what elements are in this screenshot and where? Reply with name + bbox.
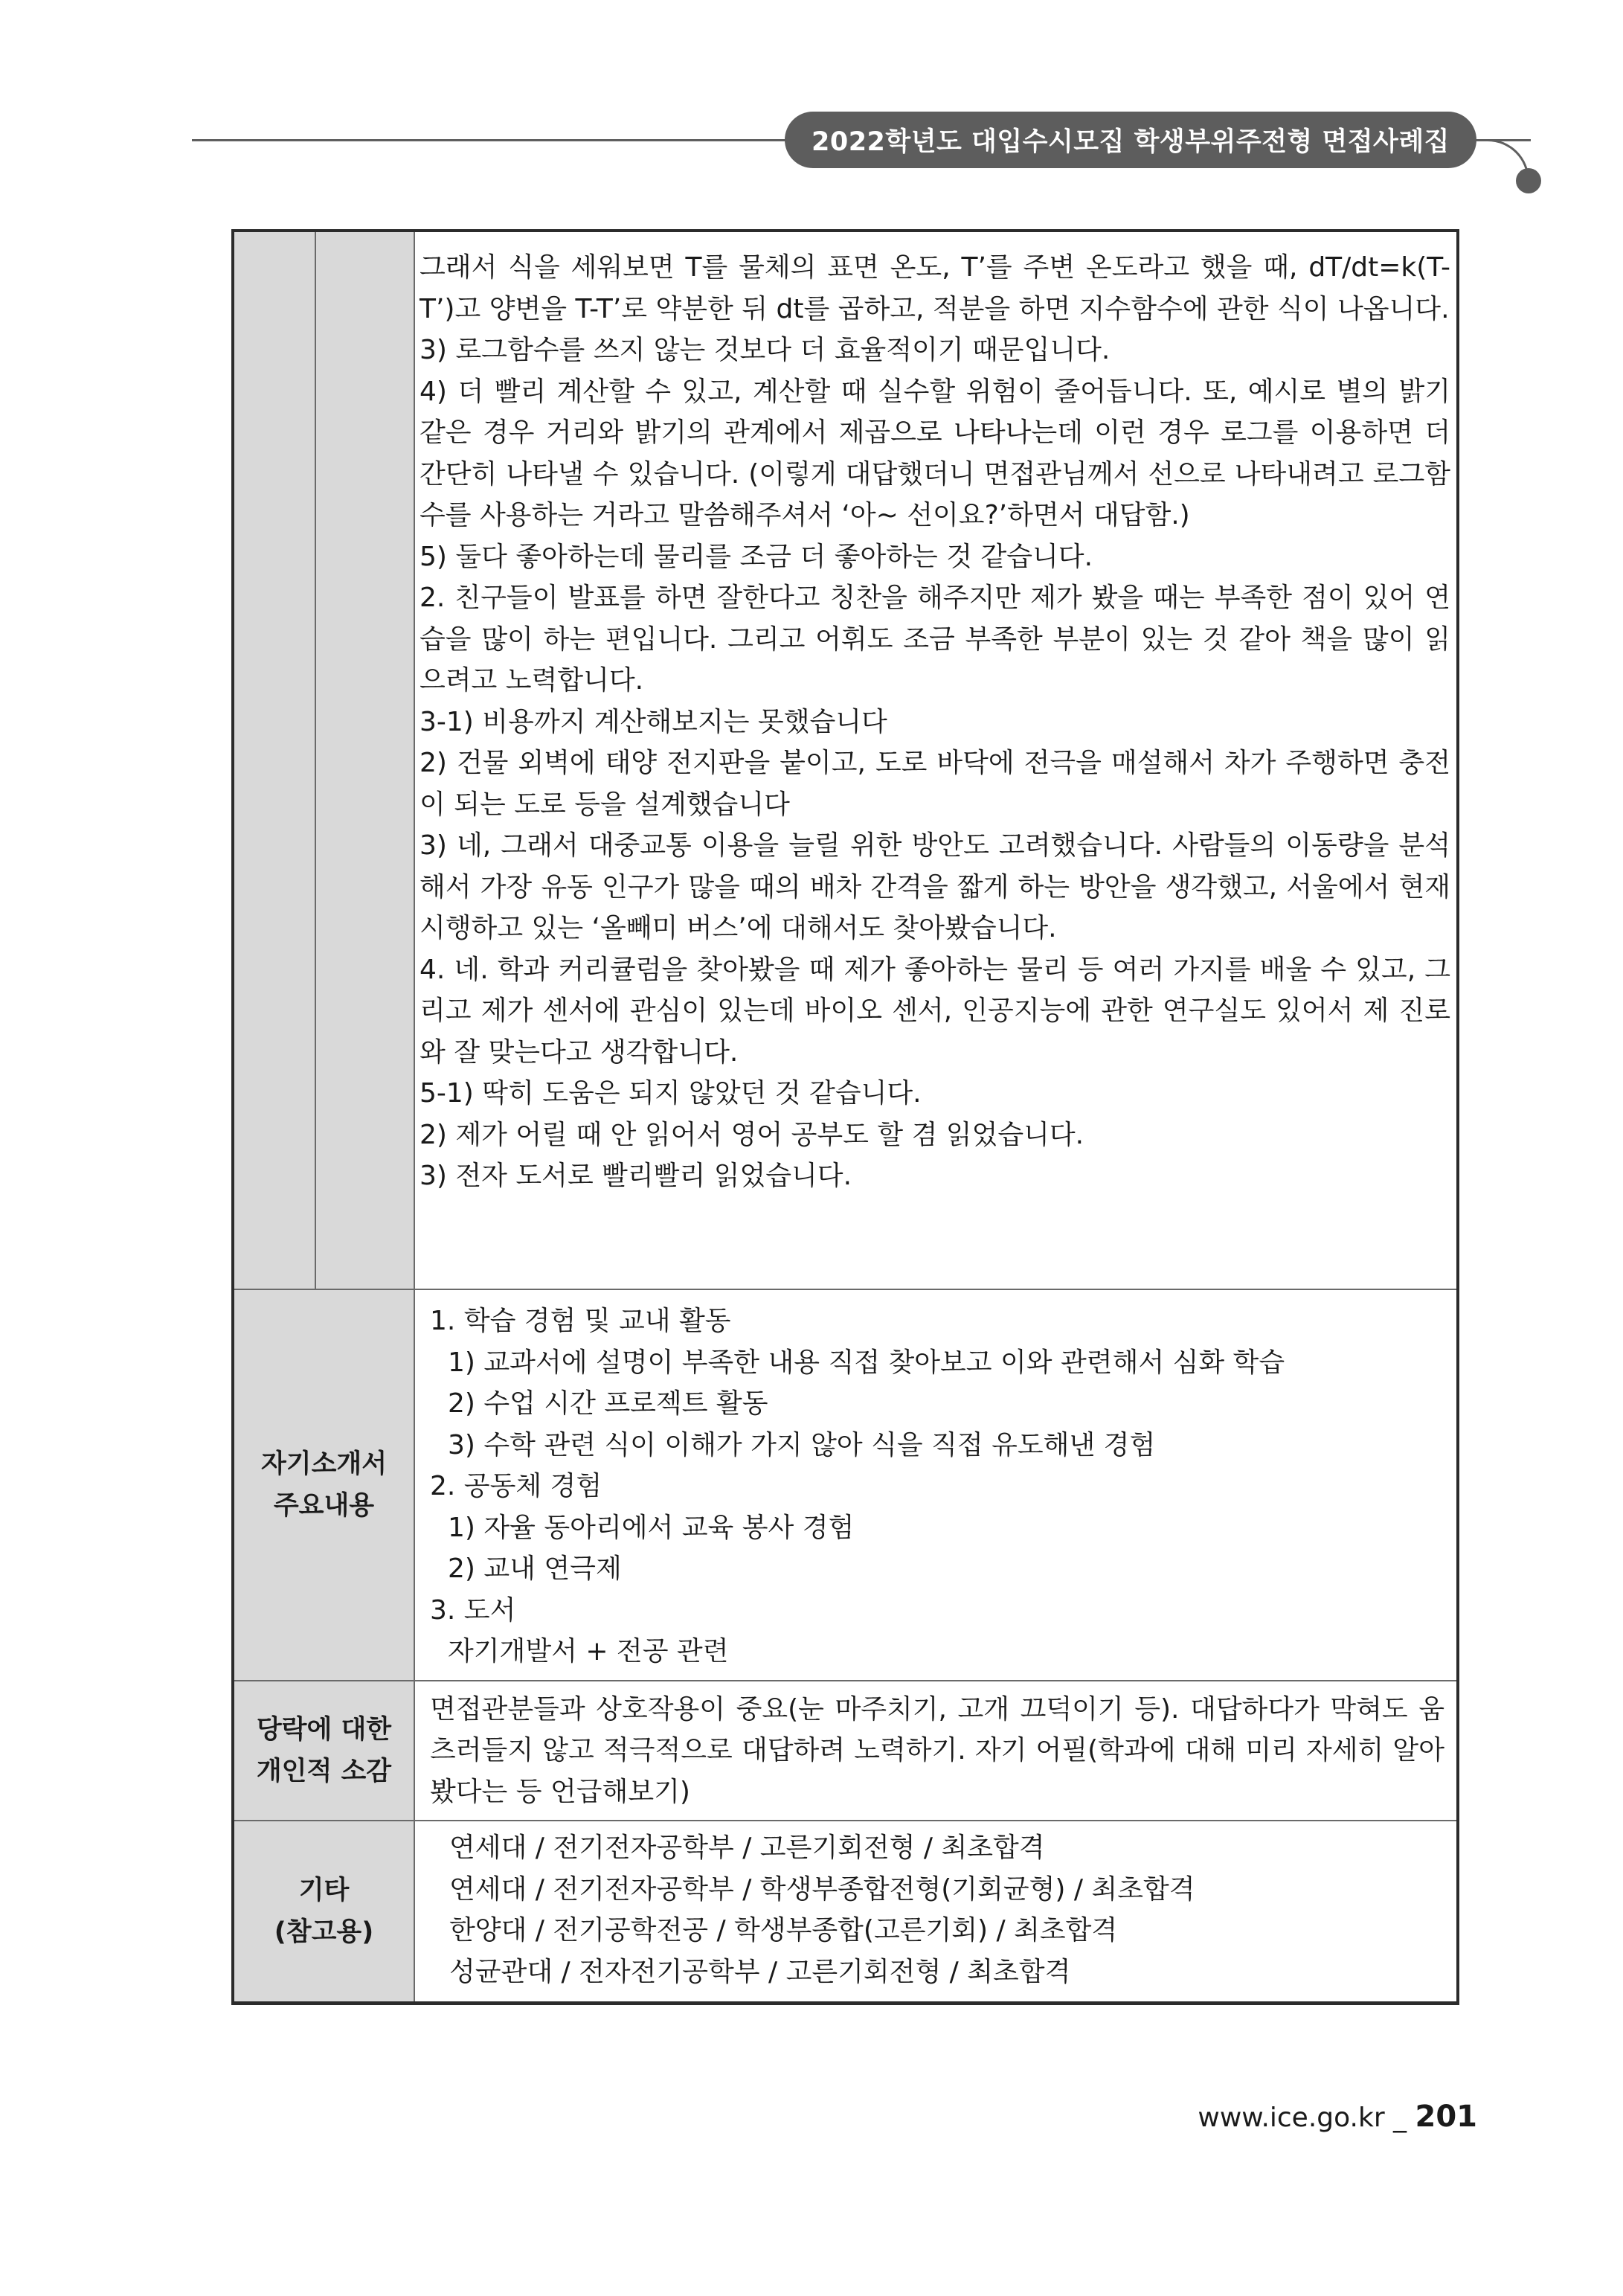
- answers-row: [234, 232, 1456, 1289]
- etc-label-line1: 기타: [298, 1876, 350, 1905]
- etc-row: [234, 1820, 1456, 2001]
- etc-item: 성균관대 / 전자전기공학부 / 고른기회전형 / 최초합격: [449, 1956, 1071, 1987]
- self-intro-item: 3. 도서: [430, 1594, 516, 1626]
- etc-cell: [415, 1821, 1456, 2001]
- footer-site: www.ice.go.kr _: [1198, 2103, 1415, 2133]
- impression-label-line1: 당락에 대한: [256, 1714, 392, 1745]
- self-intro-item: 자기개발서 + 전공 관련: [448, 1636, 729, 1667]
- self-intro-item: 1) 교과서에 설명이 부족한 내용 직접 찾아보고 이와 관련해서 심화 학습: [448, 1347, 1285, 1378]
- self-intro-item: 2. 공동체 경험: [430, 1471, 602, 1501]
- impression-row: [234, 1680, 1456, 1821]
- self-intro-item: 1) 자율 동아리에서 교육 봉사 경험: [448, 1512, 855, 1543]
- answers-label-shade-right: [316, 232, 414, 1289]
- answers-cell: [415, 232, 1456, 1289]
- answer-line: 3-1) 비용까지 계산해보지는 못했습니다: [420, 706, 887, 737]
- etc-item: 연세대 / 전기전자공학부 / 학생부종합전형(기회균형) / 최초합격: [449, 1873, 1195, 1905]
- self-intro-label-line2: 주요내용: [273, 1490, 375, 1521]
- self-intro-cell: [415, 1290, 1456, 1680]
- etc-item: 연세대 / 전기전자공학부 / 고른기회전형 / 최초합격: [449, 1832, 1045, 1863]
- header-dot: [1516, 168, 1541, 193]
- answer-line: 2. 친구들이 발표를 하면 잘한다고 칭찬을 해주지만 제가 봤을 때는 부족한 점이 있어 연습을 많이 하는 편입니다. 그리고 어휘도 조금 부족한 부분이 있는 것 같아 책을 많이 읽으려고 노력합니다.: [420, 583, 1450, 696]
- answer-line: 5-1) 딱히 도움은 되지 않았던 것 같습니다.: [420, 1078, 922, 1109]
- page-number: 201: [1415, 2100, 1477, 2134]
- interview-table: [231, 229, 1459, 2005]
- etc-item: 한양대 / 전기공학전공 / 학생부종합(고른기회) / 최초합격: [449, 1915, 1118, 1946]
- impression-label: [234, 1681, 415, 1821]
- page-header-title: 2022학년도 대입수시모집 학생부위주전형 면접사례집: [785, 112, 1476, 168]
- self-intro-label: [234, 1290, 415, 1680]
- self-intro-item: 2) 교내 연극제: [448, 1553, 622, 1584]
- answer-line: 3) 로그함수를 쓰지 않는 것보다 더 효율적이기 때문입니다.: [420, 335, 1111, 365]
- answer-line: 2) 건물 외벽에 태양 전지판을 붙이고, 도로 바닥에 전극을 매설해서 차가 주행하면 충전이 되는 도로 등을 설계했습니다: [420, 748, 1450, 820]
- answers-label-cell: [234, 232, 415, 1289]
- answer-line: 그래서 식을 세워보면 T를 물체의 표면 온도, T’를 주변 온도라고 했을 때, dT/dt=k(T-T’)고 양변을 T-T’로 약분한 뒤 dt를 곱하고, 적분을 하면 지수함수에 관한 식이 나옵니다.: [420, 252, 1450, 324]
- etc-label: [234, 1821, 415, 2001]
- self-intro-item: 3) 수학 관련 식이 이해가 가지 않아 식을 직접 유도해낸 경험: [448, 1429, 1156, 1460]
- answer-line: 4. 네. 학과 커리큘럼을 찾아봤을 때 제가 좋아하는 물리 등 여러 가지를 배울 수 있고, 그리고 제가 센서에 관심이 있는데 바이오 센서, 인공지능에 관한 연구실도 있어서 제 진로와 잘 맞는다고 생각합니다.: [420, 954, 1450, 1068]
- answers-label-shade-left: [234, 232, 316, 1289]
- self-intro-item: 1. 학습 경험 및 교내 활동: [430, 1306, 731, 1336]
- self-intro-item: 2) 수업 시간 프로젝트 활동: [448, 1388, 768, 1419]
- page-footer: [1198, 2100, 1477, 2134]
- impression-label-line2: 개인적 소감: [256, 1756, 392, 1786]
- self-intro-label-line1: 자기소개서: [260, 1449, 388, 1479]
- answer-line: 3) 전자 도서로 빨리빨리 읽었습니다.: [420, 1161, 852, 1191]
- impression-cell: 면접관분들과 상호작용이 중요(눈 마주치기, 고개 끄덕이기 등). 대답하다가 막혀도 움츠러들지 않고 적극적으로 대답하려 노력하기. 자기 어필(학과에 대해 미리 자세히 알아봤다는 등 언급해보기): [430, 1693, 1444, 1807]
- answer-line: 5) 둘다 좋아하는데 물리를 조금 더 좋아하는 것 같습니다.: [420, 541, 1093, 572]
- self-intro-row: [234, 1289, 1456, 1680]
- answer-line: 4) 더 빨리 계산할 수 있고, 계산할 때 실수할 위험이 줄어듭니다. 또, 예시로 별의 밝기 같은 경우 거리와 밝기의 관계에서 제곱으로 나타나는데 이런 경우 로그를 이용하면 더 간단히 나타낼 수 있습니다. (이렇게 대답했더니 면접관님께서 선으로 나타내려고 로그함수를 사용하는 거라고 말씀해주셔서 ‘아~ 선이요?’하면서 대답함.): [420, 376, 1450, 530]
- etc-label-line2: (참고용): [274, 1917, 374, 1947]
- answer-line: 3) 네, 그래서 대중교통 이용을 늘릴 위한 방안도 고려했습니다. 사람들의 이동량을 분석해서 가장 유동 인구가 많을 때의 배차 간격을 짧게 하는 방안을 생각했고, 서울에서 현재 시행하고 있는 ‘올빼미 버스’에 대해서도 찾아봤습니다.: [420, 830, 1450, 943]
- answer-line: 2) 제가 어릴 때 안 읽어서 영어 공부도 할 겸 읽었습니다.: [420, 1119, 1084, 1150]
